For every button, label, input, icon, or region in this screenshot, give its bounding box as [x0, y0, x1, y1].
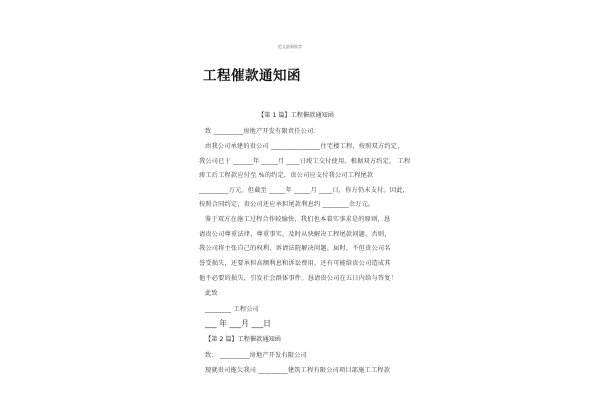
section1-line: 此致	[205, 290, 218, 297]
document-title: 工程催款通知函	[203, 68, 301, 84]
section1-line: 由我公司承建的贵公司 _______________住宅楼工程，按照双方约定，	[205, 143, 404, 150]
section1-line: 致 _________房地产开发有限责任公司：	[205, 128, 320, 135]
section2-line: 致： _________房地产开发有限公司	[205, 352, 308, 359]
section1-line: 我公司将主张自己的权利，诉请法院解决问题。届时，不但贵公司名	[199, 245, 391, 252]
section1-line: 请贵公司尊重法律，尊重事实，及时从快解决工程尾款问题。否则，	[199, 231, 391, 238]
section1-line: 竣工后工程款应付至 %的约定，贵公司应支付我公司工程尾款	[199, 172, 374, 179]
section1-line: 按照合同约定，贵公司还应承担尾款利息约 ________余万元。	[199, 201, 375, 208]
section1-line: 誉受损失，还要承担高额利息和诉讼费用，还有可能给贵公司造成其	[199, 260, 391, 267]
header-tag: 范文最新推荐	[278, 44, 302, 49]
section1-line: _________万元。但截至 _____年 _____月 ____日，你方仍未支付。因此，	[199, 187, 410, 194]
section1-line: 鉴于双方在施工过程合作较愉快，我们也本着实事求是的原则，恳	[205, 216, 391, 223]
section1-line: 他不必要的损失，引发社会群体事件。恳请贵公司在五日内给与答复！	[199, 275, 398, 282]
section2-title: 【第 2 篇】工程催款通知函	[205, 336, 281, 343]
date-line: ___ 年 ___月 ___日	[205, 319, 271, 328]
section1-line: 我公司已于 ______年 _____月 ____日竣工交付使用。根据双方约定， 工程	[199, 158, 411, 165]
signature-line: ________ 工程公司	[205, 306, 260, 313]
section2-line: 现就贵司拖欠我司 _________建筑工程有限公司项目部施工工程款	[205, 367, 391, 374]
section1-title: 【第 1 篇】工程催款通知函	[258, 112, 334, 119]
